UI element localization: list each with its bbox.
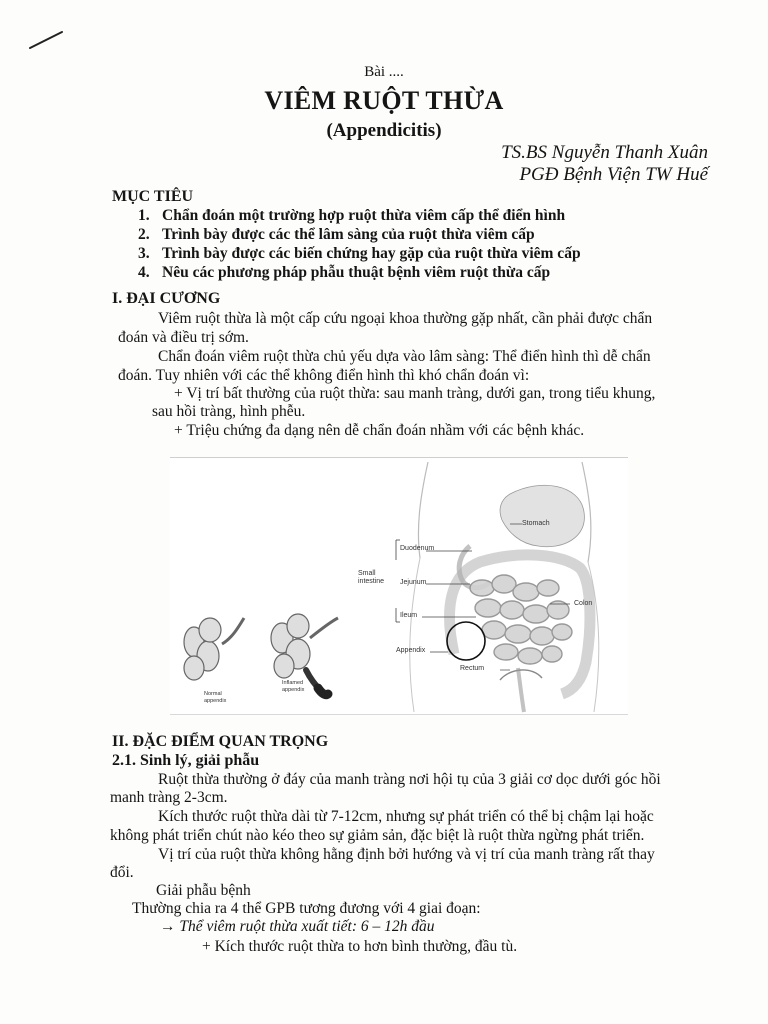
pathology-label: Giải phẫu bệnh [156, 882, 251, 899]
label-normal-appendix: Normal [204, 691, 222, 697]
paragraph-line: Thường chia ra 4 thể GPB tương đương với 4 giai đoạn: [132, 900, 481, 917]
document-subtitle: (Appendicitis) [326, 120, 442, 141]
subsection-heading: 2.1. Sinh lý, giải phẫu [112, 752, 260, 769]
objective-text: Trình bày được các biến chứng hay gặp của ruột thừa viêm cấp [162, 245, 581, 262]
anatomy-illustration [170, 458, 628, 714]
paragraph-line: không phát triển chút nào kéo theo sự giảm sản, đặc biệt là ruột thừa ngừng phát triển. [110, 827, 645, 844]
paragraph-line: đoán. Tuy nhiên với các thể không điển hình thì khó chẩn đoán vì: [118, 367, 530, 384]
paragraph-line: Vị trí của ruột thừa không hằng định bởi hướng và vị trí của manh tràng rất thay [158, 846, 655, 863]
label-appendix: Appendix [396, 647, 426, 654]
label-inflamed-appendix: Inflamed [282, 680, 304, 686]
objective-number: 4. [138, 264, 150, 281]
label-inflamed-appendix: appendix [282, 687, 305, 693]
objective-number: 3. [138, 245, 150, 262]
paragraph-line: Chẩn đoán viêm ruột thừa chủ yếu dựa vào lâm sàng: Thể điển hình thì dễ chẩn [158, 348, 651, 365]
label-colon: Colon [574, 600, 593, 607]
paragraph-line: Kích thước ruột thừa dài từ 7-12cm, nhưng sự phát triển có thể bị chậm lại hoặc [158, 808, 654, 825]
label-small-intestine: intestine [358, 578, 385, 585]
label-duodenum: Duodenum [400, 545, 435, 552]
bullet-line: + Vị trí bất thường của ruột thừa: sau manh tràng, dưới gan, trong tiểu khung, [174, 385, 656, 402]
bullet-line: + Kích thước ruột thừa to hơn bình thường, đầu tù. [202, 938, 518, 955]
document-title: VIÊM RUỘT THỪA [264, 86, 504, 115]
label-jejunum: Jejunum [400, 579, 427, 586]
stage-heading: → Thể viêm ruột thừa xuất tiết: 6 – 12h đầu [160, 918, 435, 935]
bullet-line: sau hồi tràng, hình phễu. [152, 403, 306, 420]
paragraph-line: đổi. [110, 864, 134, 881]
objectives-heading: MỤC TIÊU [112, 188, 194, 205]
objective-number: 1. [138, 207, 150, 224]
pen-mark [28, 28, 64, 52]
section-heading-important: II. ĐẶC ĐIỂM QUAN TRỌNG [112, 733, 329, 750]
paragraph-line: đoán và điều trị sớm. [118, 329, 249, 346]
paragraph-line: Viêm ruột thừa là một cấp cứu ngoại khoa thường gặp nhất, cần phải được chẩn [158, 310, 653, 327]
paragraph-line: manh tràng 2-3cm. [110, 789, 228, 806]
label-ileum: Ileum [400, 612, 418, 619]
label-stomach: Stomach [522, 520, 550, 527]
label-small-intestine: Small [358, 570, 376, 577]
objective-item [138, 207, 565, 225]
bullet-line: + Triệu chứng đa dạng nên dễ chẩn đoán nhầm với các bệnh khác. [174, 422, 585, 439]
objective-item [138, 245, 581, 263]
label-normal-appendix: appendix [204, 698, 227, 704]
objective-text: Nêu các phương pháp phẫu thuật bệnh viêm ruột thừa cấp [162, 264, 551, 281]
section-heading-general: I. ĐẠI CƯƠNG [112, 290, 221, 307]
objective-item [138, 264, 550, 282]
author-name: TS.BS Nguyễn Thanh Xuân [501, 142, 708, 163]
label-rectum: Rectum [460, 665, 485, 672]
objective-item [138, 226, 535, 244]
author-affiliation: PGĐ Bệnh Viện TW Huế [519, 164, 708, 185]
appendix-anatomy-figure [170, 457, 628, 715]
lesson-label: Bài .... [364, 64, 404, 80]
objective-number: 2. [138, 226, 150, 243]
objective-text: Chẩn đoán một trường hợp ruột thừa viêm cấp thể điển hình [162, 207, 566, 224]
objective-text: Trình bày được các thể lâm sàng của ruột thừa viêm cấp [162, 226, 535, 243]
paragraph-line: Ruột thừa thường ở đáy của manh tràng nơi hội tụ của 3 giải cơ dọc dưới góc hồi [158, 771, 661, 788]
